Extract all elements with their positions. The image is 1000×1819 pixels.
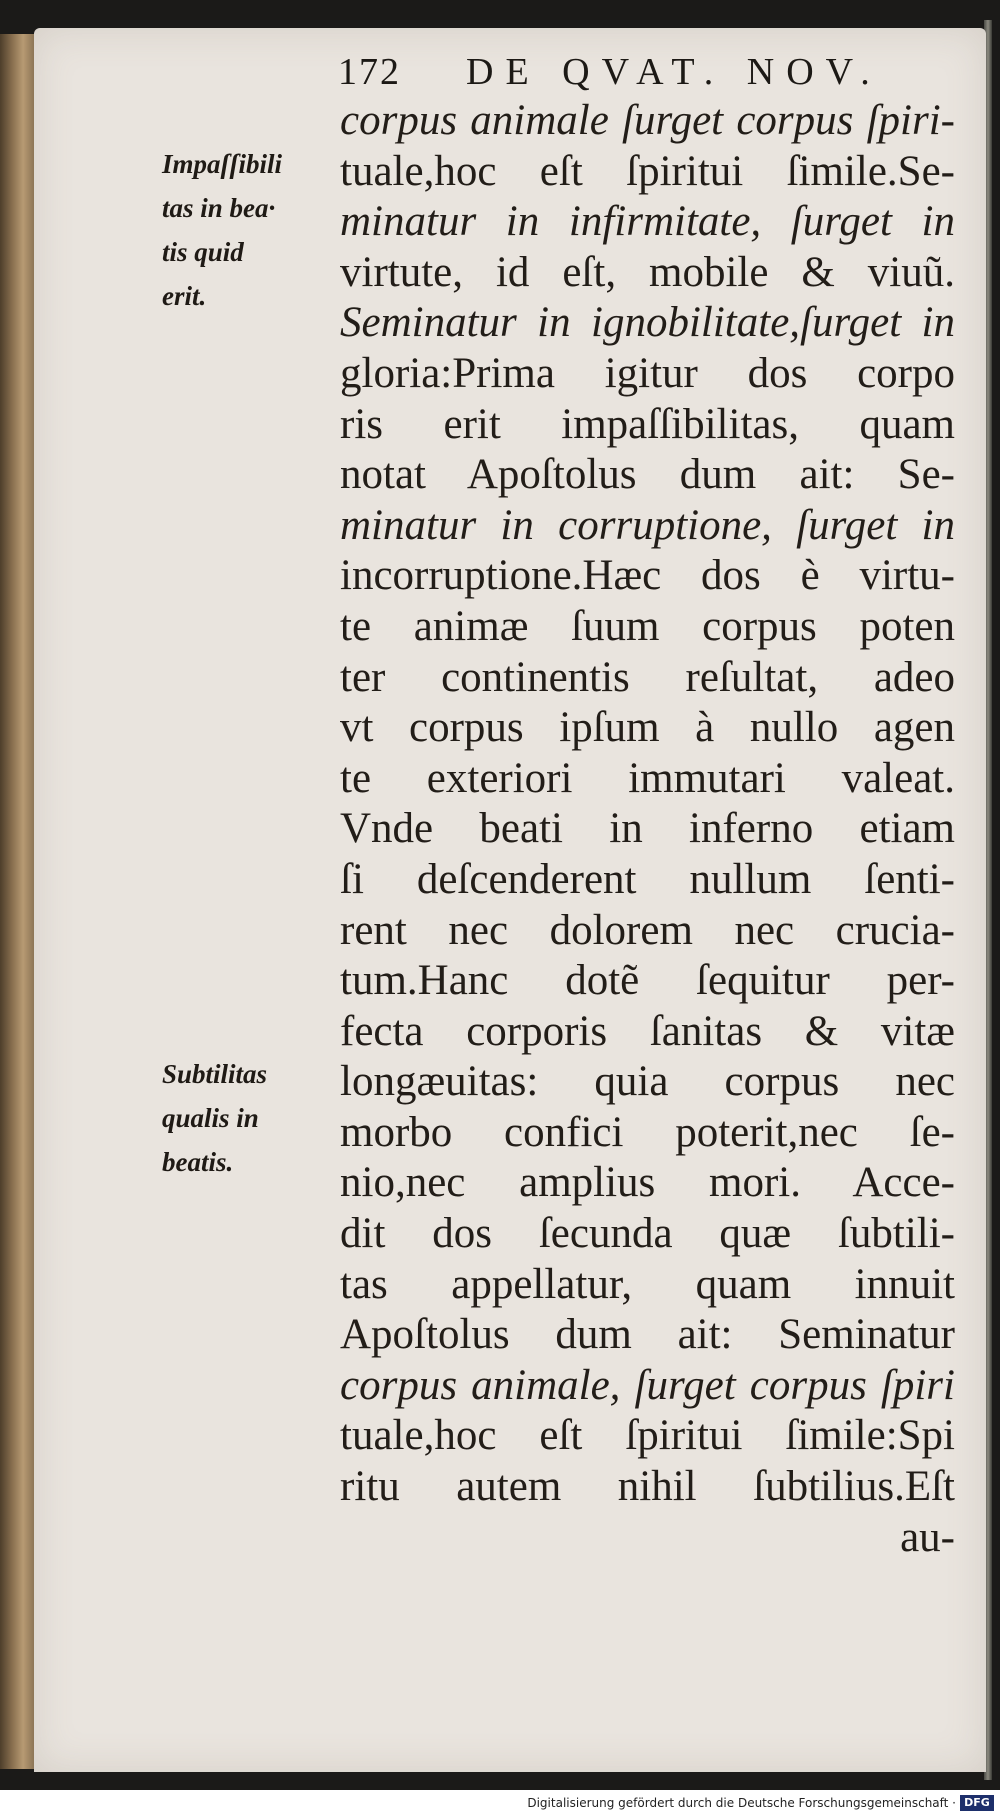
text-line: tum.Hanc dotẽ ſequitur per- [340, 957, 955, 1005]
margin-note-impassibility [162, 142, 317, 318]
text-line: minatur in corruptione, ſurget in [340, 501, 955, 549]
text-line: morbo confici poterit,nec ſe- [340, 1108, 955, 1156]
text-line: ris erit impaſſibilitas, quam [340, 400, 955, 448]
text-line: nio,nec amplius mori. Acce- [340, 1159, 955, 1207]
text-line: incorruptione.Hæc dos è virtu- [340, 552, 955, 600]
margin-note-subtlety [162, 1052, 317, 1184]
dfg-logo: DFG [960, 1795, 994, 1811]
text-line: ſi deſcenderent nullum ſenti- [340, 855, 955, 903]
text-line: tuale,hoc eſt ſpiritui ſimile.Se- [340, 147, 955, 195]
text-line: longæuitas: quia corpus nec [340, 1058, 955, 1106]
text-line: fecta corporis ſanitas & vitæ [340, 1007, 955, 1055]
text-line: corpus animale ſurget corpus ſpiri- [340, 97, 955, 144]
text-line: te exteriori immutari valeat. [340, 754, 955, 802]
text-line: Apoſtolus dum ait: Seminatur [340, 1311, 955, 1359]
footer-credit: Digitalisierung gefördert durch die Deutsche Forschungsgemeinschaft · [527, 1796, 956, 1810]
text-line: dit dos ſecunda quæ ſubtili- [340, 1210, 955, 1258]
margin-note-line: tis quid [162, 237, 244, 267]
margin-note-line: Subtilitas [162, 1059, 268, 1089]
text-line: Seminatur in ignobilitate,ſurget in [340, 299, 955, 347]
text-line: tas appellatur, quam innuit [340, 1260, 955, 1308]
margin-note-line: tas in bea· [162, 193, 276, 223]
margin-note-line: Impaſſibili [162, 149, 282, 179]
text-line: gloria:Prima igitur dos corpo [340, 349, 955, 397]
text-line: vt corpus ipſum à nullo agen [340, 704, 955, 752]
page-number: 172 [338, 51, 401, 93]
margin-note-line: beatis. [162, 1147, 234, 1177]
text-line: rent nec dolorem nec crucia- [340, 906, 955, 954]
text-line: corpus animale, ſurget corpus ſpiri [340, 1361, 955, 1409]
text-line: ter continentis reſultat, adeo [340, 653, 955, 701]
margin-note-line: erit. [162, 281, 207, 311]
digitization-footer [0, 1790, 1000, 1819]
catchword: au- [900, 1513, 955, 1561]
text-line: minatur in infirmitate, ſurget in [340, 198, 955, 246]
body-text [340, 96, 955, 1563]
text-line: te animæ ſuum corpus poten [340, 602, 955, 650]
text-line: tuale,hoc eſt ſpiritui ſimile:Spi [340, 1412, 955, 1460]
running-title: DE QVAT. NOV. [466, 51, 882, 93]
text-line: ritu autem nihil ſubtilius.Eſt [340, 1463, 955, 1511]
text-line: notat Apoſtolus dum ait: Se- [340, 451, 955, 499]
text-line: Vnde beati in inferno etiam [340, 805, 955, 853]
text-line: virtute, id eſt, mobile & viuũ. [340, 248, 955, 296]
margin-note-line: qualis in [162, 1103, 259, 1133]
